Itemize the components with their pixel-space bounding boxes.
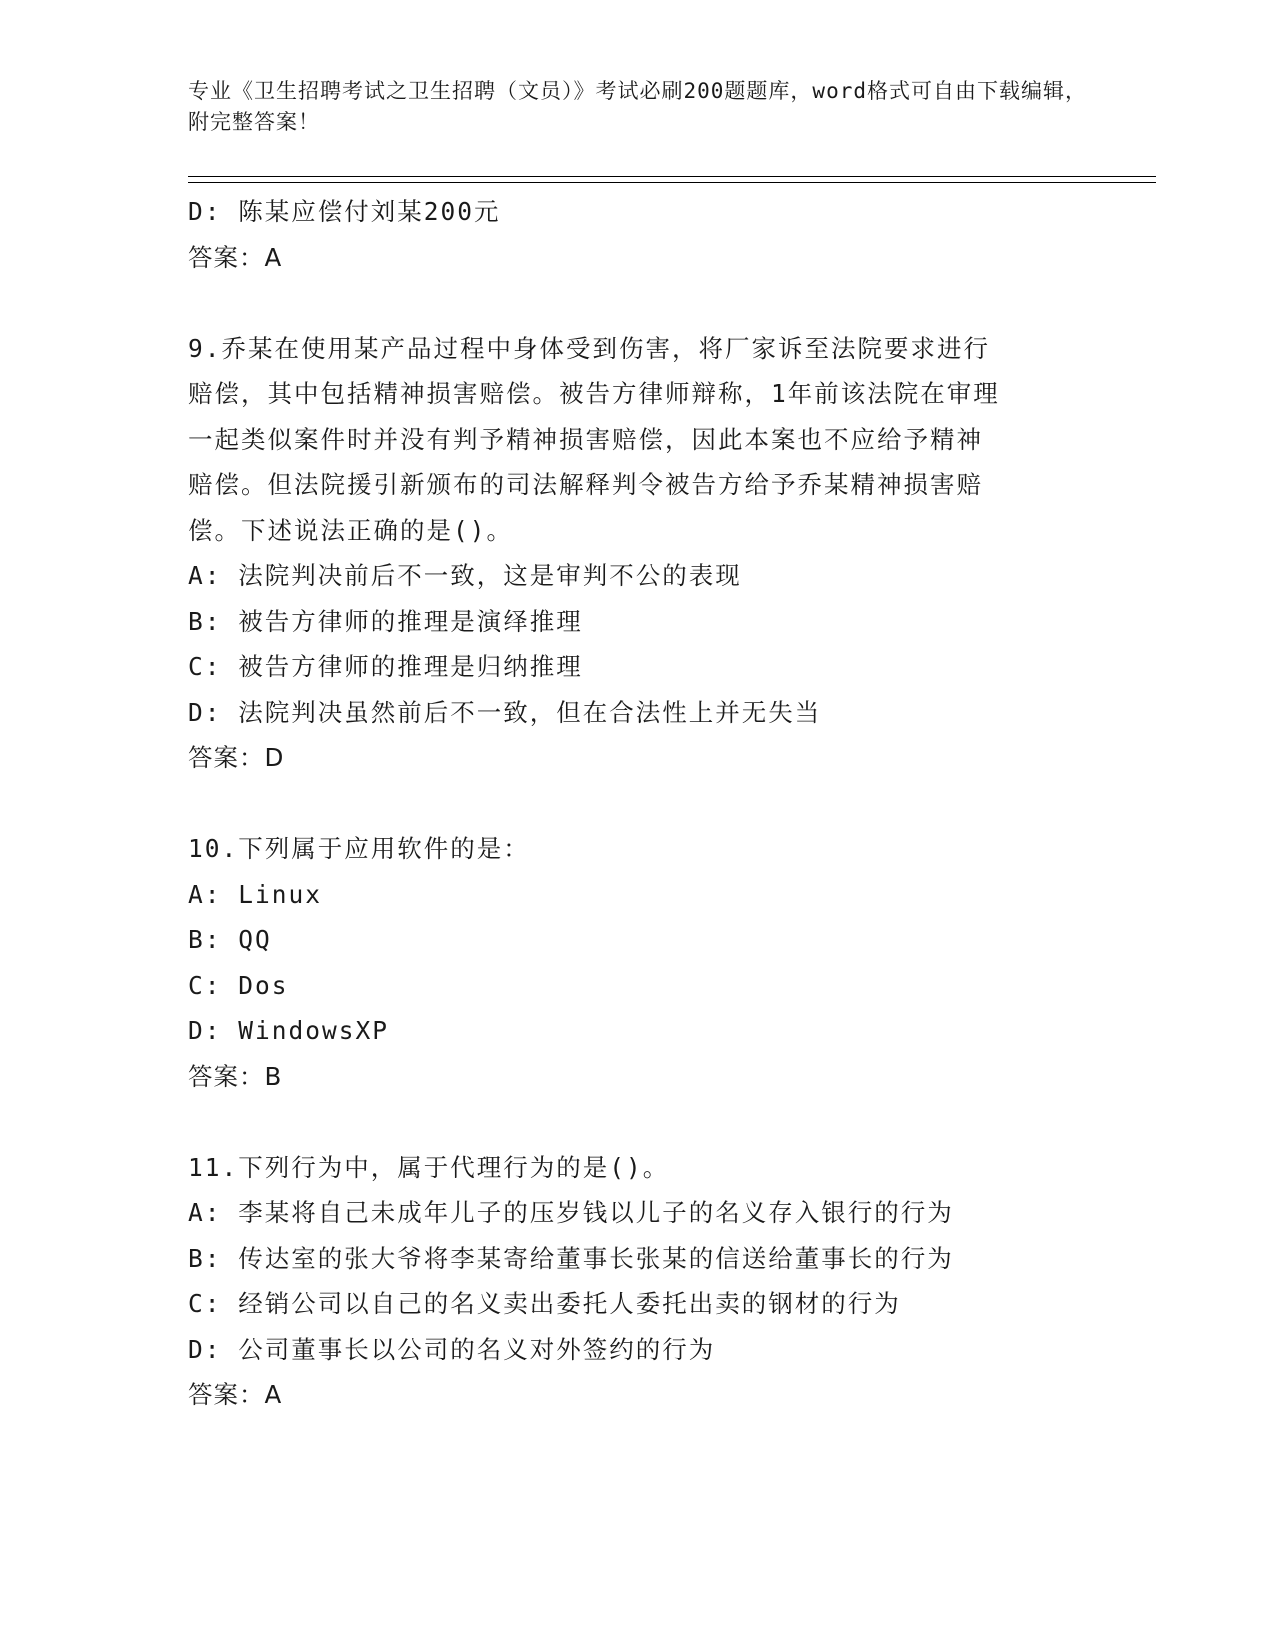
answer: 答案：D [188,743,285,772]
option-d: D: 公司董事长以公司的名义对外签约的行为 [188,1334,716,1364]
question-11 [188,1145,1088,1418]
question-stem-line: 10.下列属于应用软件的是： [188,834,530,863]
answer: 答案：B [188,1061,283,1091]
prev-option-d: D: 陈某应偿付刘某200元 [188,197,501,226]
question-stem-line: 一起类似案件时并没有判予精神损害赔偿，因此本案也不应给予精神 [188,424,983,454]
option-b: B: 传达室的张大爷将李某寄给董事长张某的信送给董事长的行为 [188,1243,954,1273]
question-10 [188,826,1088,1099]
question-stem-line: 11.下列行为中，属于代理行为的是()。 [188,1152,670,1182]
option-c: C: Dos [188,970,289,1000]
option-c: C: 经销公司以自己的名义卖出委托人委托出卖的钢材的行为 [188,1289,901,1318]
header-divider-bottom [188,182,1156,183]
option-d: D: 法院判决虽然前后不一致，但在合法性上并无失当 [188,697,822,727]
question-stem-line: 偿。下述说法正确的是()。 [188,515,513,545]
option-b: B: QQ [188,925,272,954]
option-c: C: 被告方律师的推理是归纳推理 [188,652,583,681]
question-9 [188,326,1088,781]
question-stem-line: 赔偿，其中包括精神损害赔偿。被告方律师辩称，1年前该法院在审理 [188,379,1000,408]
option-a: A: 李某将自己未成年儿子的压岁钱以儿子的名义存入银行的行为 [188,1198,954,1227]
prev-answer: 答案：A [188,242,283,272]
document-header: 专业《卫生招聘考试之卫生招聘（文员）》考试必刷200题题库，word格式可自由下载编辑，附完整答案！ [188,79,1087,134]
answer: 答案：A [188,1380,283,1409]
option-d: D: WindowsXP [188,1016,390,1045]
question-content [188,189,1088,1418]
question-stem-line: 赔偿。但法院援引新颁布的司法解释判令被告方给予乔某精神损害赔 [188,470,983,499]
question-stem-line: 9.乔某在使用某产品过程中身体受到伤害，将厂家诉至法院要求进行 [188,333,990,363]
option-a: A: 法院判决前后不一致，这是审判不公的表现 [188,561,742,590]
option-b: B: 被告方律师的推理是演绎推理 [188,606,583,636]
header-divider-top [188,176,1156,177]
option-a: A: Linux [188,879,323,909]
